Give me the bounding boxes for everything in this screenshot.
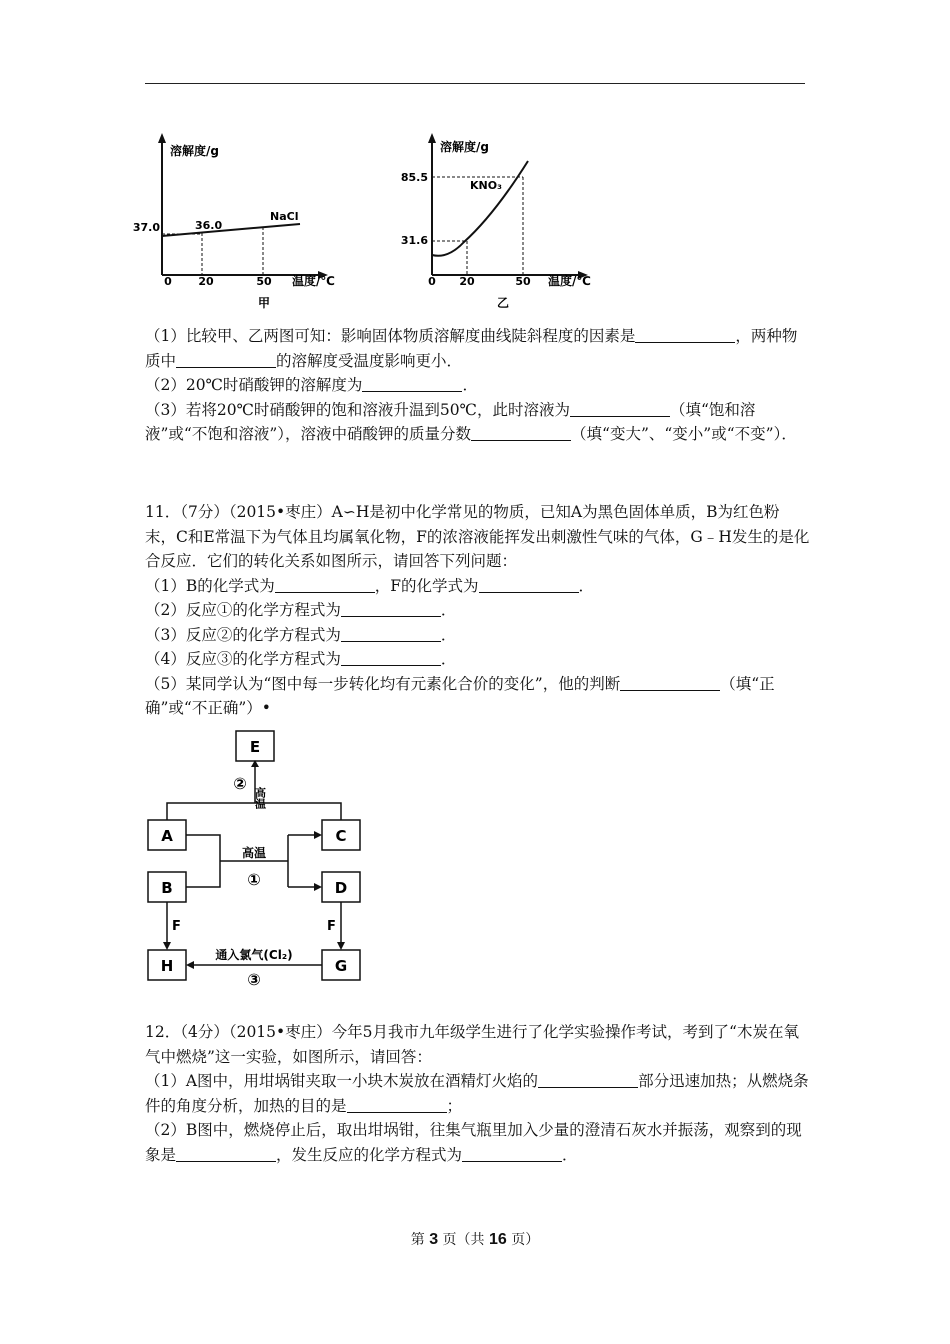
- box-A: A: [161, 827, 173, 845]
- reaction-2-number: ②: [233, 774, 247, 793]
- page-total: 16: [489, 1231, 507, 1248]
- answer-blank[interactable]: [635, 327, 735, 344]
- answer-blank[interactable]: [362, 376, 462, 393]
- reaction-3-number: ③: [247, 970, 261, 989]
- yi-ylabel: 溶解度/g: [440, 140, 489, 154]
- jia-xtick-50: 50: [256, 275, 272, 288]
- answer-blank[interactable]: [275, 576, 375, 593]
- jia-series-label: NaCl: [270, 210, 299, 223]
- yi-ytick-85: 85.5: [400, 171, 428, 184]
- chart-jia: [132, 125, 360, 310]
- answer-blank[interactable]: [341, 601, 441, 618]
- reaction-3-condition: 通入氯气(Cl₂): [215, 948, 293, 962]
- box-B: B: [161, 879, 173, 897]
- answer-blank[interactable]: [341, 625, 441, 642]
- box-H: H: [160, 957, 174, 975]
- question-11-intro: 11．（7分）（2015•枣庄）A∽H是初中化学常见的物质，已知A为黑色固体单质，B为红色粉末，C和E常温下为气体且均属氧化物，F的浓溶液能挥发出刺激性气味的气体，G﹣H发生的是化合反应．它们的转化关系如图所示，请回答下列问题：: [145, 503, 810, 570]
- conversion-diagram: [140, 725, 380, 987]
- jia-xtick-0: 0: [164, 275, 172, 288]
- reaction-1-number: ①: [247, 870, 261, 889]
- answer-blank[interactable]: [347, 1096, 447, 1113]
- page-footer: 第 3 页（共 16 页）: [410, 1231, 540, 1248]
- question-11: 11．（7分）（2015•枣庄）A∽H是初中化学常见的物质，已知A为黑色固体单质，B为红色粉末，C和E常温下为气体且均属氧化物，F的浓溶液能挥发出刺激性气味的气体，G﹣H发生的是化合反应．它们的转化关系如图所示，请回答下列问题： （1）B的化学式为 ，F的化学式为 ． （2）反应①的化学方程式为 ． （3）反应②的化学方程式为 ． （4）反应③的化学方程式为 ． （5）某同学认为“图中每一步转化均有元素化合价的变化”，他的判断 （填“正确”或“不正确”）•: [145, 500, 810, 721]
- jia-xlabel: 温度/℃: [292, 274, 335, 288]
- jia-ylabel: 溶解度/g: [170, 144, 219, 158]
- chart-yi: [400, 125, 620, 310]
- yi-xtick-0: 0: [428, 275, 436, 288]
- yi-caption: 乙: [496, 296, 510, 310]
- question-12-intro: 12．（4分）（2015•枣庄）今年5月我市九年级学生进行了化学实验操作考试，考到了“木炭在氧气中燃烧”这一实验，如图所示，请回答：: [145, 1023, 799, 1066]
- jia-xtick-20: 20: [198, 275, 214, 288]
- answer-blank[interactable]: [570, 400, 670, 417]
- answer-blank[interactable]: [620, 674, 720, 691]
- f-left-label: F: [172, 919, 181, 934]
- box-D: D: [334, 879, 348, 897]
- answer-blank[interactable]: [176, 351, 276, 368]
- box-C: C: [335, 827, 347, 845]
- answer-blank[interactable]: [538, 1072, 638, 1089]
- answer-blank[interactable]: [462, 1145, 562, 1162]
- jia-ytick: 37.0: [132, 221, 160, 234]
- header-rule: [145, 83, 805, 84]
- question-12: 12．（4分）（2015•枣庄）今年5月我市九年级学生进行了化学实验操作考试，考到了“木炭在氧气中燃烧”这一实验，如图所示，请回答： （1）A图中，用坩埚钳夹取一小块木炭放在酒精灯火焰的 部分迅速加热；从燃烧条件的角度分析，加热的目的是 ； （2）B图中，燃烧停止后，取出坩埚钳，往集气瓶里加入少量的澄清石灰水并振荡，观察到的现象是 ，发生反应的化学方程式为 ．: [145, 1020, 810, 1167]
- answer-blank[interactable]: [341, 650, 441, 667]
- yi-series-label: KNO₃: [470, 179, 502, 192]
- f-right-label: F: [327, 919, 336, 934]
- answer-blank[interactable]: [176, 1145, 276, 1162]
- reaction-2-condition: 高温: [253, 787, 267, 809]
- yi-xtick-50: 50: [515, 275, 531, 288]
- question-10-parts: （1）比较甲、乙两图可知：影响固体物质溶解度曲线陡斜程度的因素是 ，两种物质中 的溶解度受温度影响更小． （2）20℃时硝酸钾的溶解度为 ． （3）若将20℃时硝酸钾的饱和溶液升温到50℃，此时溶液为 （填“饱和溶液”或“不饱和溶液”），溶液中硝酸钾的质量分数 （填“变大”、“变小”或“不变”）．: [145, 327, 798, 443]
- page-number: 3: [429, 1231, 439, 1248]
- yi-ytick-31: 31.6: [400, 234, 428, 247]
- jia-point-label: 36.0: [195, 219, 223, 232]
- jia-caption: 甲: [257, 296, 271, 310]
- yi-xtick-20: 20: [459, 275, 475, 288]
- yi-xlabel: 温度/℃: [548, 274, 591, 288]
- answer-blank[interactable]: [479, 576, 579, 593]
- answer-blank[interactable]: [471, 425, 571, 442]
- box-G: G: [334, 957, 348, 975]
- box-E: E: [249, 738, 261, 756]
- reaction-1-condition: 高温: [241, 846, 267, 860]
